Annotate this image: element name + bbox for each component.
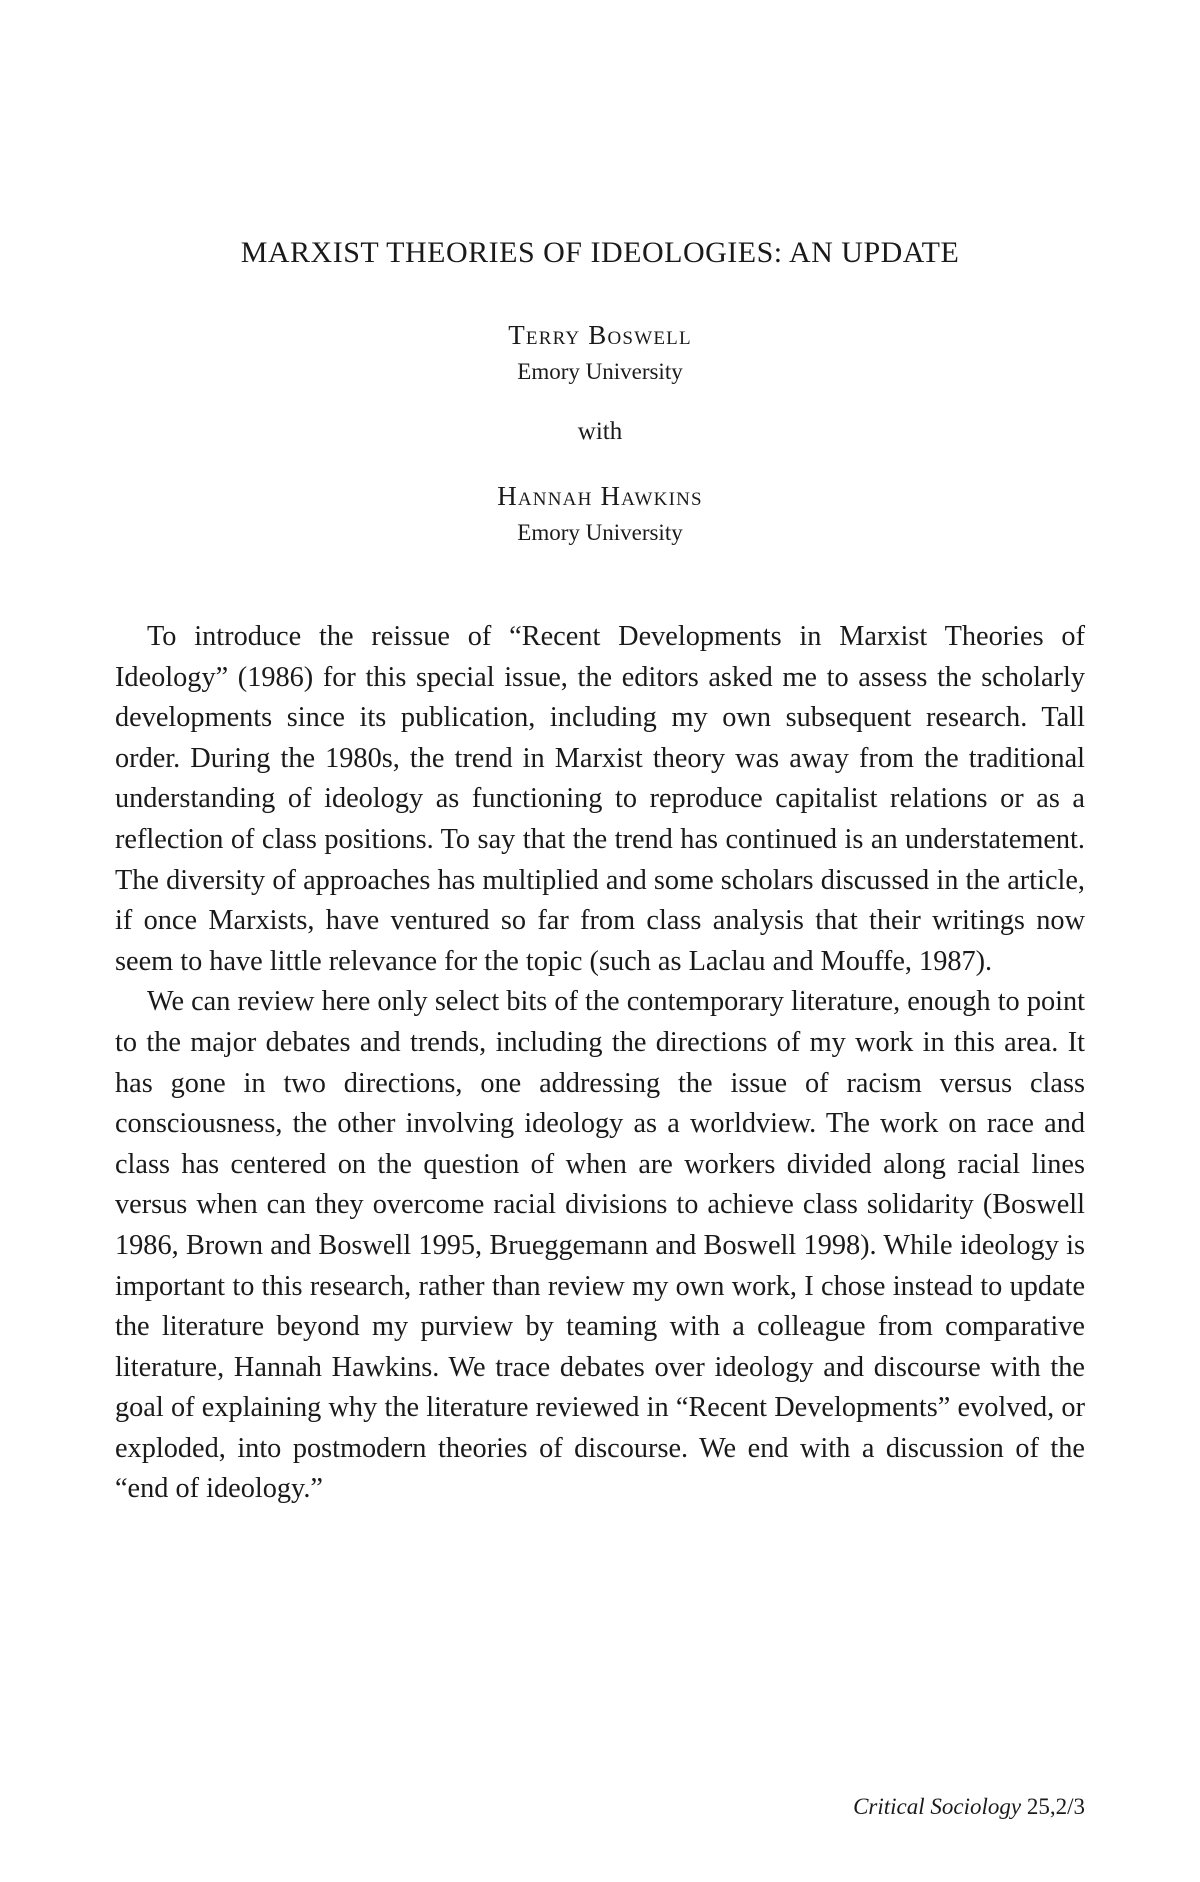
paragraph-1: To introduce the reissue of “Recent Developments in Marxist Theories of Ideology” (1986) for this special issue, the editors asked me to assess the scholarly developments since its publication, including my own subsequent research. Tall order. During the 1980s, the trend in Marxist theory was away from the traditional understanding of ideology as functioning to reproduce capitalist relations or as a reflection of class positions. To say that the trend has continued is an understatement. The diversity of approaches has multiplied and some scholars discussed in the article, if once Marxists, have ventured so far from class analysis that their writings now seem to have little relevance for the topic (such as Laclau and Mouffe, 1987). <box>115 621 1085 977</box>
article-title: MARXIST THEORIES OF IDEOLOGIES: AN UPDATE <box>240 236 960 269</box>
journal-name: Critical Sociology <box>853 1794 1022 1819</box>
page-footer <box>853 1794 1085 1820</box>
author-name: Terry Boswell <box>508 320 692 350</box>
author-joiner: with <box>577 418 623 445</box>
paragraph-2: We can review here only select bits of the contemporary literature, enough to point to the major debates and trends, including the directions of my work in this area. It has gone in two directions, one addressing the issue of racism versus class consciousness, the other involving ideology as a worldview. The work on race and class has centered on the question of when are workers divided along racial lines versus when can they overcome racial divisions to achieve class solidarity (Boswell 1986, Brown and Boswell 1995, Brueggemann and Boswell 1998). While ideology is important to this research, rather than review my own work, I chose instead to update the literature beyond my purview by teaming with a colleague from comparative literature, Hannah Hawkins. We trace debates over ideology and discourse with the goal of explaining why the literature reviewed in “Recent Developments” evolved, or exploded, into postmodern theories of discourse. We end with a discussion of the “end of ideology.” <box>115 986 1085 1505</box>
author-block-2 <box>0 477 1200 551</box>
article-body <box>115 617 1085 1510</box>
author-block-1 <box>0 316 1200 390</box>
coauthor-affiliation: Emory University <box>517 520 683 545</box>
coauthor-name: Hannah Hawkins <box>497 481 703 511</box>
author-affiliation: Emory University <box>517 359 683 384</box>
journal-issue: 25,2/3 <box>1026 1794 1085 1819</box>
